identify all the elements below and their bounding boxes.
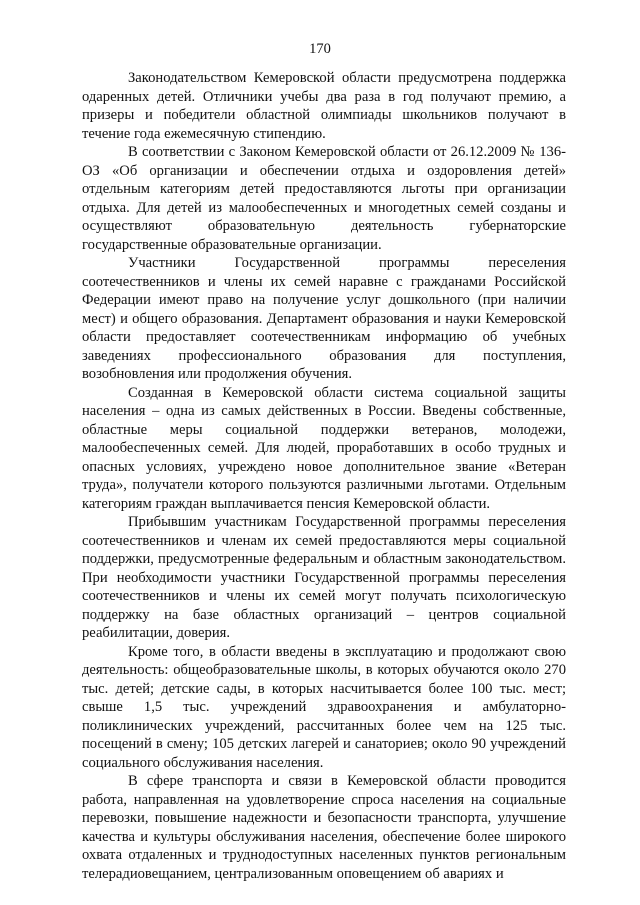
- paragraph: Созданная в Кемеровской области система социальной защиты населения – одна из самых действенных в России. Введены собственные, областные меры социальной поддержки ветеранов, молодежи, малообеспеченных семей. Для людей, проработавших в особо трудных и опасных условиях, учреждено новое дополнительное звание «Ветеран труда», получатели которого пользуются различными льготами. Отдельным категориям граждан выплачивается пенсия Кемеровской области.: [82, 384, 566, 512]
- paragraph: В соответствии с Законом Кемеровской области от 26.12.2009 № 136-ОЗ «Об организации и обеспечении отдыха и оздоровления детей» отдельным категориям детей предоставляются льготы при организации отдыха. Для детей из малообеспеченных и многодетных семей созданы и осуществляют образовательную деятельность губернаторские государственные образовательные организации.: [82, 144, 566, 253]
- paragraph: Прибывшим участникам Государственной программы переселения соотечественников и членам их семей предоставляются меры социальной поддержки, предусмотренные федеральным и областным законодательством. При необходимости участники Государственной программы переселения соотечественников и члены их семей могут получать психологическую поддержку на базе областных организаций – центров социальной реабилитации, доверия.: [82, 514, 566, 641]
- paragraph: Кроме того, в области введены в эксплуатацию и продолжают свою деятельность: общеобразовательные школы, в которых обучаются около 270 тыс. детей; детские сады, в которых насчитывается более 100 тыс. мест; свыше 1,5 тыс. учреждений здравоохранения и амбулаторно-поликлинических учреждений, рассчитанных более чем на 125 тыс. посещений в смену; 105 детских лагерей и санаториев; около 90 учреждений социального обслуживания населения.: [82, 643, 566, 771]
- paragraph: В сфере транспорта и связи в Кемеровской области проводится работа, направленная на удовлетворение спроса населения на социальные перевозки, повышение надежности и безопасности транспорта, улучшение качества и культуры обслуживания населения, обеспечение более широкого охвата отдаленных и труднодоступных населенных пунктов региональным телерадиовещанием, централизованным оповещением об авариях и: [82, 773, 566, 882]
- page-number: 170: [309, 41, 331, 57]
- body-text: [82, 69, 566, 883]
- paragraph: Законодательством Кемеровской области предусмотрена поддержка одаренных детей. Отличники учебы два раза в год получают премию, а призеры и победители областной олимпиады школьников получают в течение года ежемесячную стипендию.: [82, 70, 566, 142]
- paragraph: Участники Государственной программы переселения соотечественников и члены их семей наравне с гражданами Российской Федерации имеют право на получение услуг дошкольного (при наличии мест) и общего образования. Департамент образования и науки Кемеровской области предоставляет соотечественникам информацию об учебных заведениях профессионального образования для поступления, возобновления или продолжения обучения.: [82, 255, 566, 382]
